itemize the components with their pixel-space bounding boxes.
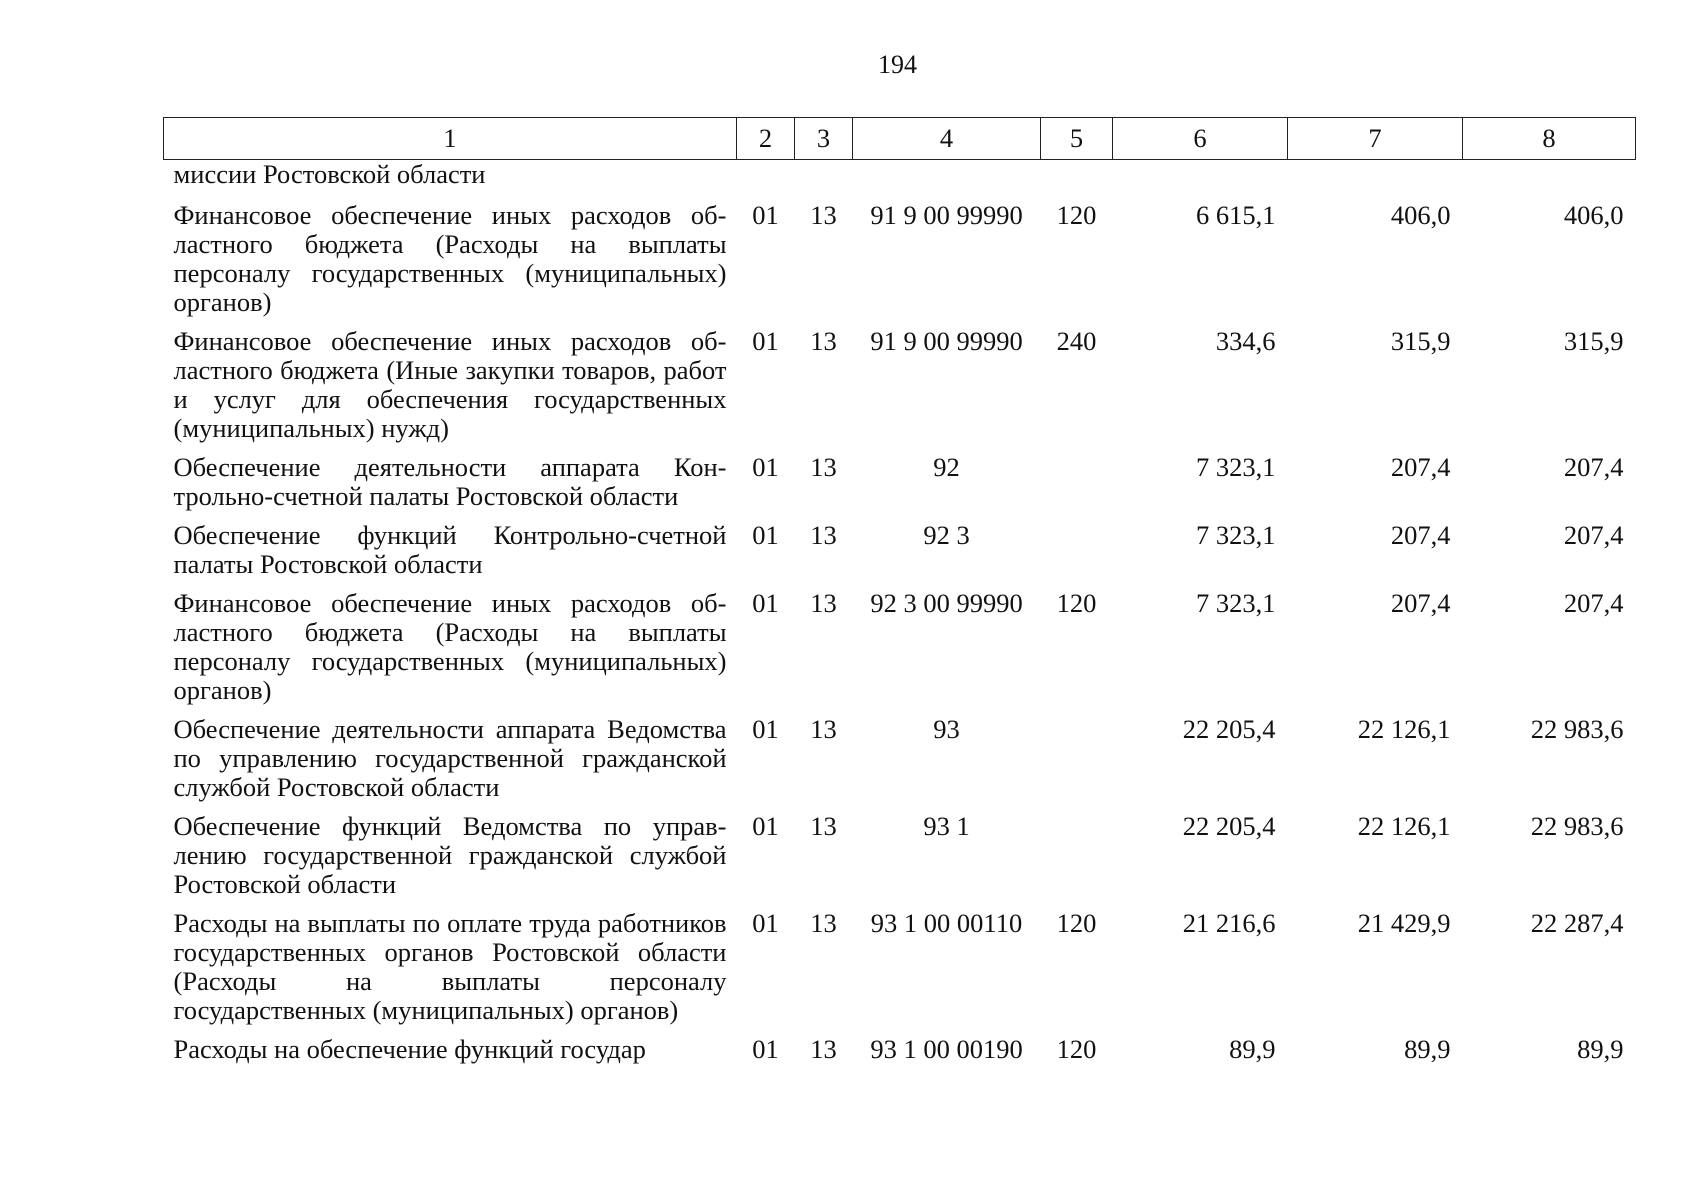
row-value-col8: 207,4 (1563, 452, 1624, 482)
row-name: Обеспечение функций Ведомства по управлению государственной гражданской службой Ростовской области (173, 811, 727, 899)
row-target-item: 93 (933, 714, 960, 744)
row-value-col7: 207,4 (1390, 520, 1451, 550)
row-target-item: 92 3 00 99990 (870, 588, 1023, 618)
row-target-item: 92 3 (923, 520, 970, 550)
row-expense-type (1041, 715, 1113, 812)
row-section: 01 (752, 811, 779, 841)
row-expense-type: 120 (1056, 200, 1097, 230)
row-value-col6: 7 323,1 (1196, 588, 1276, 618)
row-value-col7: 315,9 (1390, 326, 1451, 356)
row-section: 01 (752, 1034, 779, 1064)
row-value-col8: 315,9 (1563, 326, 1624, 356)
row-value-col8: 207,4 (1563, 520, 1624, 550)
row-target-item: 91 9 00 99990 (870, 326, 1023, 356)
row-value-col6: 89,9 (1229, 1034, 1276, 1064)
row-section: 01 (752, 326, 779, 356)
row-value-col7: 406,0 (1390, 200, 1451, 230)
row-section: 01 (752, 452, 779, 482)
row-expense-type: 240 (1056, 326, 1097, 356)
row-expense-type (1041, 521, 1113, 589)
header-col-5: 5 (1041, 118, 1113, 160)
row-value-col8: 406,0 (1563, 200, 1624, 230)
row-value-col8: 207,4 (1563, 588, 1624, 618)
row-value-col7: 89,9 (1404, 1034, 1451, 1064)
row-name: Финансовое обеспечение иных расходов областного бюджета (Иные закупки товаров, работ и услуг для обеспечения государственных (муниципальных) нужд) (173, 326, 727, 443)
row-subsection: 13 (810, 326, 837, 356)
row-section: 01 (752, 520, 779, 550)
row-subsection: 13 (810, 200, 837, 230)
table-row (164, 589, 1636, 715)
row-expense-type: 120 (1056, 588, 1097, 618)
row-subsection: 13 (810, 588, 837, 618)
row-section: 01 (752, 200, 779, 230)
row-value-col6: 6 615,1 (1196, 200, 1276, 230)
continuation-row (164, 160, 1636, 202)
row-expense-type (1041, 812, 1113, 909)
row-value-col8: 22 983,6 (1530, 811, 1624, 841)
row-target-item: 93 1 (923, 811, 970, 841)
row-value-col6: 22 205,4 (1182, 714, 1276, 744)
row-subsection: 13 (810, 908, 837, 938)
row-name: Расходы на обеспечение функций государ (173, 1034, 646, 1064)
row-target-item: 91 9 00 99990 (870, 200, 1023, 230)
table-row (164, 521, 1636, 589)
row-section: 01 (752, 908, 779, 938)
row-name: Расходы на выплаты по оплате труда работников государственных органов Ростовской области (Расходы на выплаты персоналу государственных (муниципальных) органов) (173, 908, 727, 1025)
row-target-item: 92 (933, 452, 960, 482)
header-col-6: 6 (1113, 118, 1288, 160)
row-value-col8: 22 983,6 (1530, 714, 1624, 744)
row-value-col6: 7 323,1 (1196, 452, 1276, 482)
row-section: 01 (752, 588, 779, 618)
row-value-col6: 7 323,1 (1196, 520, 1276, 550)
row-value-col8: 89,9 (1577, 1034, 1624, 1064)
row-value-col6: 22 205,4 (1182, 811, 1276, 841)
row-name: Обеспечение функций Контрольно-счетной палаты Ростовской области (173, 520, 727, 579)
header-row (164, 118, 1636, 160)
continuation-text: миссии Ростовской области (173, 159, 486, 189)
row-value-col7: 207,4 (1390, 588, 1451, 618)
row-name: Финансовое обеспечение иных расходов областного бюджета (Расходы на выплаты персоналу государственных (муниципальных) органов) (173, 588, 727, 705)
row-value-col7: 22 126,1 (1357, 811, 1451, 841)
row-target-item: 93 1 00 00190 (870, 1034, 1023, 1064)
table-row (164, 327, 1636, 453)
row-subsection: 13 (810, 714, 837, 744)
row-subsection: 13 (810, 452, 837, 482)
row-value-col6: 21 216,6 (1182, 908, 1276, 938)
row-name: Финансовое обеспечение иных расходов областного бюджета (Расходы на выплаты персоналу государственных (муниципальных) органов) (173, 200, 727, 317)
header-col-7: 7 (1288, 118, 1463, 160)
row-subsection: 13 (810, 811, 837, 841)
table-row (164, 1035, 1636, 1074)
row-value-col7: 21 429,9 (1357, 908, 1451, 938)
row-subsection: 13 (810, 520, 837, 550)
table-row (164, 812, 1636, 909)
table-row (164, 201, 1636, 327)
table-row (164, 715, 1636, 812)
header-col-8: 8 (1463, 118, 1636, 160)
row-expense-type: 120 (1056, 908, 1097, 938)
row-value-col7: 22 126,1 (1357, 714, 1451, 744)
row-section: 01 (752, 714, 779, 744)
table-body (164, 160, 1636, 1075)
row-name: Обеспечение деятельности аппарата Ведомства по управлению государственной гражданской службой Ростовской области (173, 714, 727, 802)
header-col-2: 2 (737, 118, 795, 160)
row-expense-type: 120 (1056, 1034, 1097, 1064)
row-subsection: 13 (810, 1034, 837, 1064)
table-header (164, 118, 1636, 160)
header-col-4: 4 (853, 118, 1041, 160)
row-value-col8: 22 287,4 (1530, 908, 1624, 938)
table-row (164, 453, 1636, 521)
row-value-col6: 334,6 (1215, 326, 1276, 356)
page-number: 194 (878, 50, 917, 79)
header-col-3: 3 (795, 118, 853, 160)
row-target-item: 93 1 00 00110 (870, 908, 1023, 938)
header-col-1: 1 (164, 118, 737, 160)
row-expense-type (1041, 453, 1113, 521)
row-name: Обеспечение деятельности аппарата Контрольно-счетной палаты Ростовской области (173, 452, 727, 511)
budget-table (163, 117, 1636, 1074)
row-value-col7: 207,4 (1390, 452, 1451, 482)
table-row (164, 909, 1636, 1035)
